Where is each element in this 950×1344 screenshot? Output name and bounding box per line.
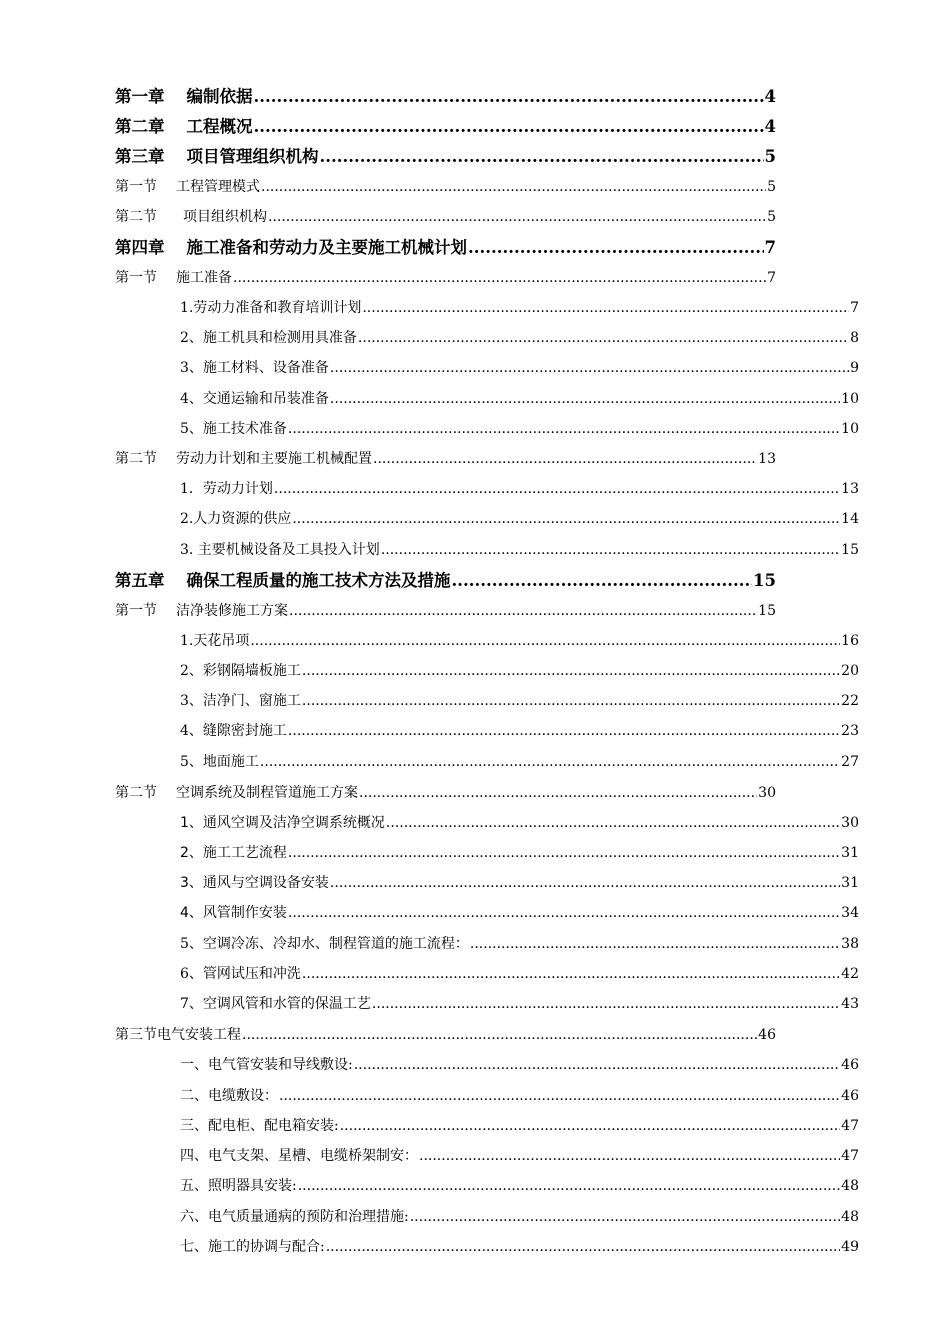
toc-entry-title: 5、地面施工 <box>180 754 259 770</box>
toc-entry-page: 5 <box>767 209 776 225</box>
leader-dots <box>288 842 840 864</box>
toc-entry-title: 3. 主要机械设备及工具投入计划 <box>180 542 380 558</box>
leader-dots <box>302 963 840 985</box>
toc-entry-page: 34 <box>841 905 859 921</box>
toc-entry-page: 7 <box>764 238 776 257</box>
toc-entry-title: 第三节电气安装工程 <box>115 1027 241 1043</box>
toc-entry-chapter-1[interactable] <box>115 85 776 109</box>
toc-entry-page: 20 <box>841 663 859 679</box>
toc-entry-title: 2、施工工艺流程 <box>180 845 287 861</box>
toc-entry-title: 4、缝隙密封施工 <box>180 723 287 739</box>
leader-dots <box>340 1115 840 1137</box>
toc-entry-item[interactable] <box>180 1054 859 1076</box>
toc-entry-page: 7 <box>850 300 859 316</box>
toc-entry-page: 15 <box>841 542 859 558</box>
toc-entry-title: 1.天花吊项 <box>180 633 250 649</box>
toc-entry-item[interactable] <box>180 1145 859 1167</box>
toc-entry-page: 5 <box>764 147 776 166</box>
leader-dots <box>289 600 757 622</box>
toc-entry-title: 七、施工的协调与配合: <box>180 1239 325 1255</box>
toc-entry-page: 47 <box>841 1148 859 1164</box>
toc-entry-page: 10 <box>841 421 859 437</box>
toc-entry-section[interactable] <box>115 600 776 622</box>
toc-entry-page: 13 <box>841 481 859 497</box>
toc-entry-title: 一、电气管安装和导线敷设: <box>180 1057 353 1073</box>
leader-dots <box>470 933 840 955</box>
toc-entry-title: 7、空调风管和水管的保温工艺 <box>180 996 371 1012</box>
leader-dots <box>242 1024 757 1046</box>
toc-entry-title: 6、管网试压和冲洗 <box>180 966 301 982</box>
toc-entry-page: 8 <box>850 330 859 346</box>
toc-entry-page: 14 <box>841 511 859 527</box>
toc-entry-title: 1.劳动力准备和教育培训计划 <box>180 300 362 316</box>
toc-entry-item[interactable] <box>180 478 859 500</box>
toc-entry-page: 15 <box>753 571 776 590</box>
leader-dots <box>320 145 764 169</box>
toc-entry-item[interactable] <box>180 1085 859 1107</box>
toc-entry-page: 4 <box>764 117 776 136</box>
toc-entry-title: 3、施工材料、设备准备 <box>180 360 329 376</box>
toc-entry-title: 编制依据 <box>186 87 253 106</box>
leader-dots <box>372 993 840 1015</box>
leader-dots <box>288 720 840 742</box>
leader-dots <box>254 85 764 109</box>
toc-entry-chapter-4[interactable] <box>115 236 776 260</box>
toc-entry-page: 46 <box>841 1088 859 1104</box>
leader-dots <box>330 357 849 379</box>
toc-entry-item[interactable] <box>180 297 859 319</box>
leader-dots <box>358 327 849 349</box>
toc-entry-page: 15 <box>758 603 776 619</box>
toc-entry-chapter-5[interactable] <box>115 569 776 593</box>
toc-entry-section[interactable] <box>115 206 776 228</box>
leader-dots <box>359 782 757 804</box>
toc-entry-item[interactable] <box>180 993 859 1015</box>
toc-entry-title: 2、施工机具和检测用具准备 <box>180 330 357 346</box>
toc-entry-page: 27 <box>841 754 859 770</box>
toc-entry-title: 1．劳动力计划 <box>180 481 273 497</box>
toc-entry-page: 30 <box>841 815 859 831</box>
toc-entry-page: 48 <box>841 1209 859 1225</box>
toc-entry-section[interactable] <box>115 782 776 804</box>
toc-entry-title: 4、交通运输和吊装准备 <box>180 391 329 407</box>
toc-entry-item[interactable] <box>180 357 859 379</box>
toc-entry-item[interactable] <box>180 630 859 652</box>
leader-dots <box>292 508 840 530</box>
leader-dots <box>233 267 766 289</box>
toc-entry-title: 项目组织机构 <box>183 209 267 225</box>
leader-dots <box>354 1054 840 1076</box>
toc-entry-number: 第一节 <box>115 179 157 195</box>
toc-entry-section[interactable] <box>115 267 776 289</box>
toc-entry-title: 项目管理组织机构 <box>186 147 319 166</box>
toc-entry-page: 46 <box>841 1057 859 1073</box>
toc-entry-title: 确保工程质量的施工技术方法及措施 <box>186 571 451 590</box>
toc-entry-item[interactable] <box>180 963 859 985</box>
toc-entry-number: 第二章 <box>115 117 165 136</box>
leader-dots <box>468 236 764 260</box>
toc-entry-item[interactable] <box>180 508 859 530</box>
toc-entry-item[interactable] <box>180 660 859 682</box>
leader-dots <box>274 478 840 500</box>
toc-entry-item[interactable] <box>180 418 859 440</box>
toc-entry-title: 四、电气支架、星槽、电缆桥架制安： <box>180 1148 418 1164</box>
toc-entry-title: 施工准备 <box>176 270 232 286</box>
leader-dots <box>260 751 840 773</box>
toc-entry-item[interactable] <box>180 327 859 349</box>
toc-entry-title: 三、配电柜、配电箱安装: <box>180 1118 339 1134</box>
toc-entry-item[interactable] <box>180 751 859 773</box>
toc-entry-title: 4、风管制作安装 <box>180 905 287 921</box>
toc-entry-item[interactable] <box>180 1206 859 1228</box>
leader-dots <box>452 569 753 593</box>
toc-entry-number: 第四章 <box>115 238 165 257</box>
leader-dots <box>381 539 840 561</box>
toc-entry-title: 工程管理模式 <box>176 179 260 195</box>
toc-entry-item[interactable] <box>180 388 859 410</box>
toc-entry-page: 9 <box>850 360 859 376</box>
toc-entry-title: 5、施工技术准备 <box>180 421 287 437</box>
toc-entry-number: 第二节 <box>115 785 157 801</box>
leader-dots <box>410 1206 840 1228</box>
toc-entry-page: 31 <box>841 845 859 861</box>
toc-entry-item[interactable] <box>180 690 859 712</box>
toc-entry-item[interactable] <box>180 872 859 894</box>
toc-entry-page: 49 <box>841 1239 859 1255</box>
toc-entry-title: 二、电缆敷设： <box>180 1088 278 1104</box>
leader-dots <box>330 388 840 410</box>
toc-entry-page: 22 <box>841 693 859 709</box>
toc-entry-page: 48 <box>841 1178 859 1194</box>
toc-entry-page: 4 <box>764 87 776 106</box>
leader-dots <box>268 206 766 228</box>
toc-entry-number: 第一章 <box>115 87 165 106</box>
toc-entry-page: 10 <box>841 391 859 407</box>
toc-entry-item[interactable] <box>180 1236 859 1258</box>
toc-entry-page: 31 <box>841 875 859 891</box>
leader-dots <box>261 176 766 198</box>
toc-entry-page: 38 <box>841 936 859 952</box>
toc-entry-item[interactable] <box>180 933 859 955</box>
leader-dots <box>298 1175 840 1197</box>
toc-entry-title: 施工准备和劳动力及主要施工机械计划 <box>186 238 467 257</box>
toc-entry-number: 第二节 <box>115 209 157 225</box>
toc-entry-title: 工程概况 <box>186 117 253 136</box>
toc-entry-page: 42 <box>841 966 859 982</box>
toc-entry-page: 7 <box>767 270 776 286</box>
leader-dots <box>302 690 840 712</box>
leader-dots <box>419 1145 840 1167</box>
toc-entry-title: 五、照明器具安装: <box>180 1178 297 1194</box>
leader-dots <box>362 297 849 319</box>
toc-entry-title: 劳动力计划和主要施工机械配置 <box>176 451 372 467</box>
toc-entry-page: 43 <box>841 996 859 1012</box>
toc-entry-section[interactable] <box>115 448 776 470</box>
toc-entry-number: 第一节 <box>115 270 157 286</box>
toc-entry-section[interactable] <box>115 1024 776 1046</box>
toc-entry-item[interactable] <box>180 842 859 864</box>
toc-entry-item[interactable] <box>180 1175 859 1197</box>
toc-entry-section[interactable] <box>115 176 776 198</box>
toc-entry-chapter-2[interactable] <box>115 115 776 139</box>
toc-entry-page: 23 <box>841 723 859 739</box>
toc-entry-page: 5 <box>767 179 776 195</box>
leader-dots <box>288 418 840 440</box>
leader-dots <box>279 1085 840 1107</box>
toc-entry-title: 2.人力资源的供应 <box>180 511 292 527</box>
leader-dots <box>326 1236 840 1258</box>
leader-dots <box>373 448 757 470</box>
toc-entry-title: 5、空调冷冻、冷却水、制程管道的施工流程： <box>180 936 469 952</box>
leader-dots <box>288 902 840 924</box>
toc-entry-page: 16 <box>841 633 859 649</box>
toc-entry-page: 47 <box>841 1118 859 1134</box>
toc-entry-title: 3、洁净门、窗施工 <box>180 693 301 709</box>
toc-entry-item[interactable] <box>180 902 859 924</box>
leader-dots <box>386 812 840 834</box>
toc-entry-title: 2、彩钢隔墙板施工 <box>180 663 301 679</box>
toc-entry-title: 1、通风空调及洁净空调系统概况 <box>180 815 385 831</box>
toc-entry-chapter-3[interactable] <box>115 145 776 169</box>
toc-entry-number: 第五章 <box>115 571 165 590</box>
toc-entry-page: 46 <box>758 1027 776 1043</box>
toc-entry-number: 第二节 <box>115 451 157 467</box>
leader-dots <box>302 660 840 682</box>
toc-entry-item[interactable] <box>180 720 859 742</box>
toc-entry-title: 六、电气质量通病的预防和治理措施: <box>180 1209 409 1225</box>
toc-entry-title: 空调系统及制程管道施工方案 <box>176 785 358 801</box>
toc-entry-page: 13 <box>758 451 776 467</box>
toc-entry-title: 洁净装修施工方案 <box>176 603 288 619</box>
toc-entry-page: 30 <box>758 785 776 801</box>
toc-entry-number: 第三章 <box>115 147 165 166</box>
leader-dots <box>250 630 840 652</box>
leader-dots <box>330 872 840 894</box>
toc-entry-item[interactable] <box>180 812 859 834</box>
toc-entry-number: 第一节 <box>115 603 157 619</box>
leader-dots <box>254 115 764 139</box>
toc-entry-item[interactable] <box>180 539 859 561</box>
toc-entry-item[interactable] <box>180 1115 859 1137</box>
toc-entry-title: 3、通风与空调设备安装 <box>180 875 329 891</box>
